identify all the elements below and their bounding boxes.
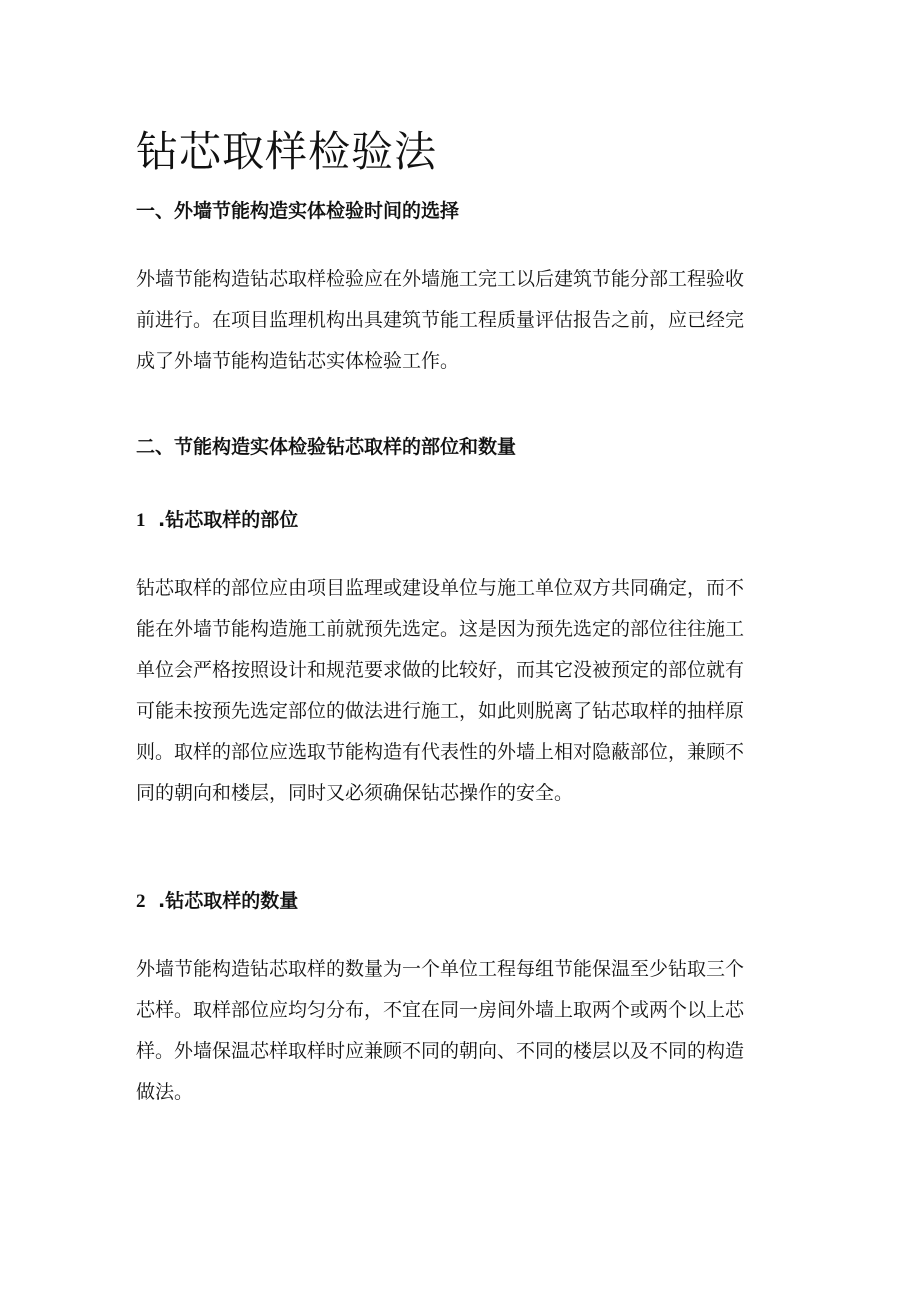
subsection-heading-2 [136, 887, 298, 916]
subsection-title: .钻芯取样的部位 [158, 509, 299, 531]
paragraph-line: 同的朝向和楼层，同时又必须确保钻芯操作的安全。 [136, 782, 574, 804]
section-heading-1: 一、外墙节能构造实体检验时间的选择 [136, 200, 460, 222]
paragraph-line: 外墙节能构造钻芯取样检验应在外墙施工完工以后建筑节能分部工程验收 [136, 268, 745, 290]
paragraph-line: 前进行。在项目监理机构出具建筑节能工程质量评估报告之前，应已经完 [136, 309, 745, 331]
subsection-number: 2 [136, 891, 146, 912]
paragraph-line: 能在外墙节能构造施工前就预先选定。这是因为预先选定的部位往往施工 [136, 618, 745, 640]
paragraph-line: 可能未按预先选定部位的做法进行施工，如此则脱离了钻芯取样的抽样原 [136, 700, 745, 722]
paragraph-1 [136, 259, 744, 382]
paragraph-line: 外墙节能构造钻芯取样的数量为一个单位工程每组节能保温至少钻取三个 [136, 958, 745, 980]
paragraph-line: 样。外墙保温芯样取样时应兼顾不同的朝向、不同的楼层以及不同的构造 [136, 1040, 745, 1062]
paragraph-line: 做法。 [136, 1081, 194, 1103]
paragraph-2 [136, 568, 744, 814]
paragraph-line: 成了外墙节能构造钻芯实体检验工作。 [136, 350, 460, 372]
subsection-heading-1 [136, 506, 298, 535]
section-heading-2: 二、节能构造实体检验钻芯取样的部位和数量 [136, 436, 517, 458]
subsection-number: 1 [136, 510, 146, 531]
paragraph-line: 芯样。取样部位应均匀分布，不宜在同一房间外墙上取两个或两个以上芯 [136, 999, 745, 1021]
paragraph-line: 则。取样的部位应选取节能构造有代表性的外墙上相对隐蔽部位，兼顾不 [136, 741, 745, 763]
paragraph-line: 单位会严格按照设计和规范要求做的比较好，而其它没被预定的部位就有 [136, 659, 745, 681]
paragraph-line: 钻芯取样的部位应由项目监理或建设单位与施工单位双方共同确定，而不 [136, 577, 745, 599]
paragraph-3 [136, 949, 744, 1113]
document-title: 钻芯取样检验法 [136, 127, 438, 176]
subsection-title: .钻芯取样的数量 [158, 890, 299, 912]
